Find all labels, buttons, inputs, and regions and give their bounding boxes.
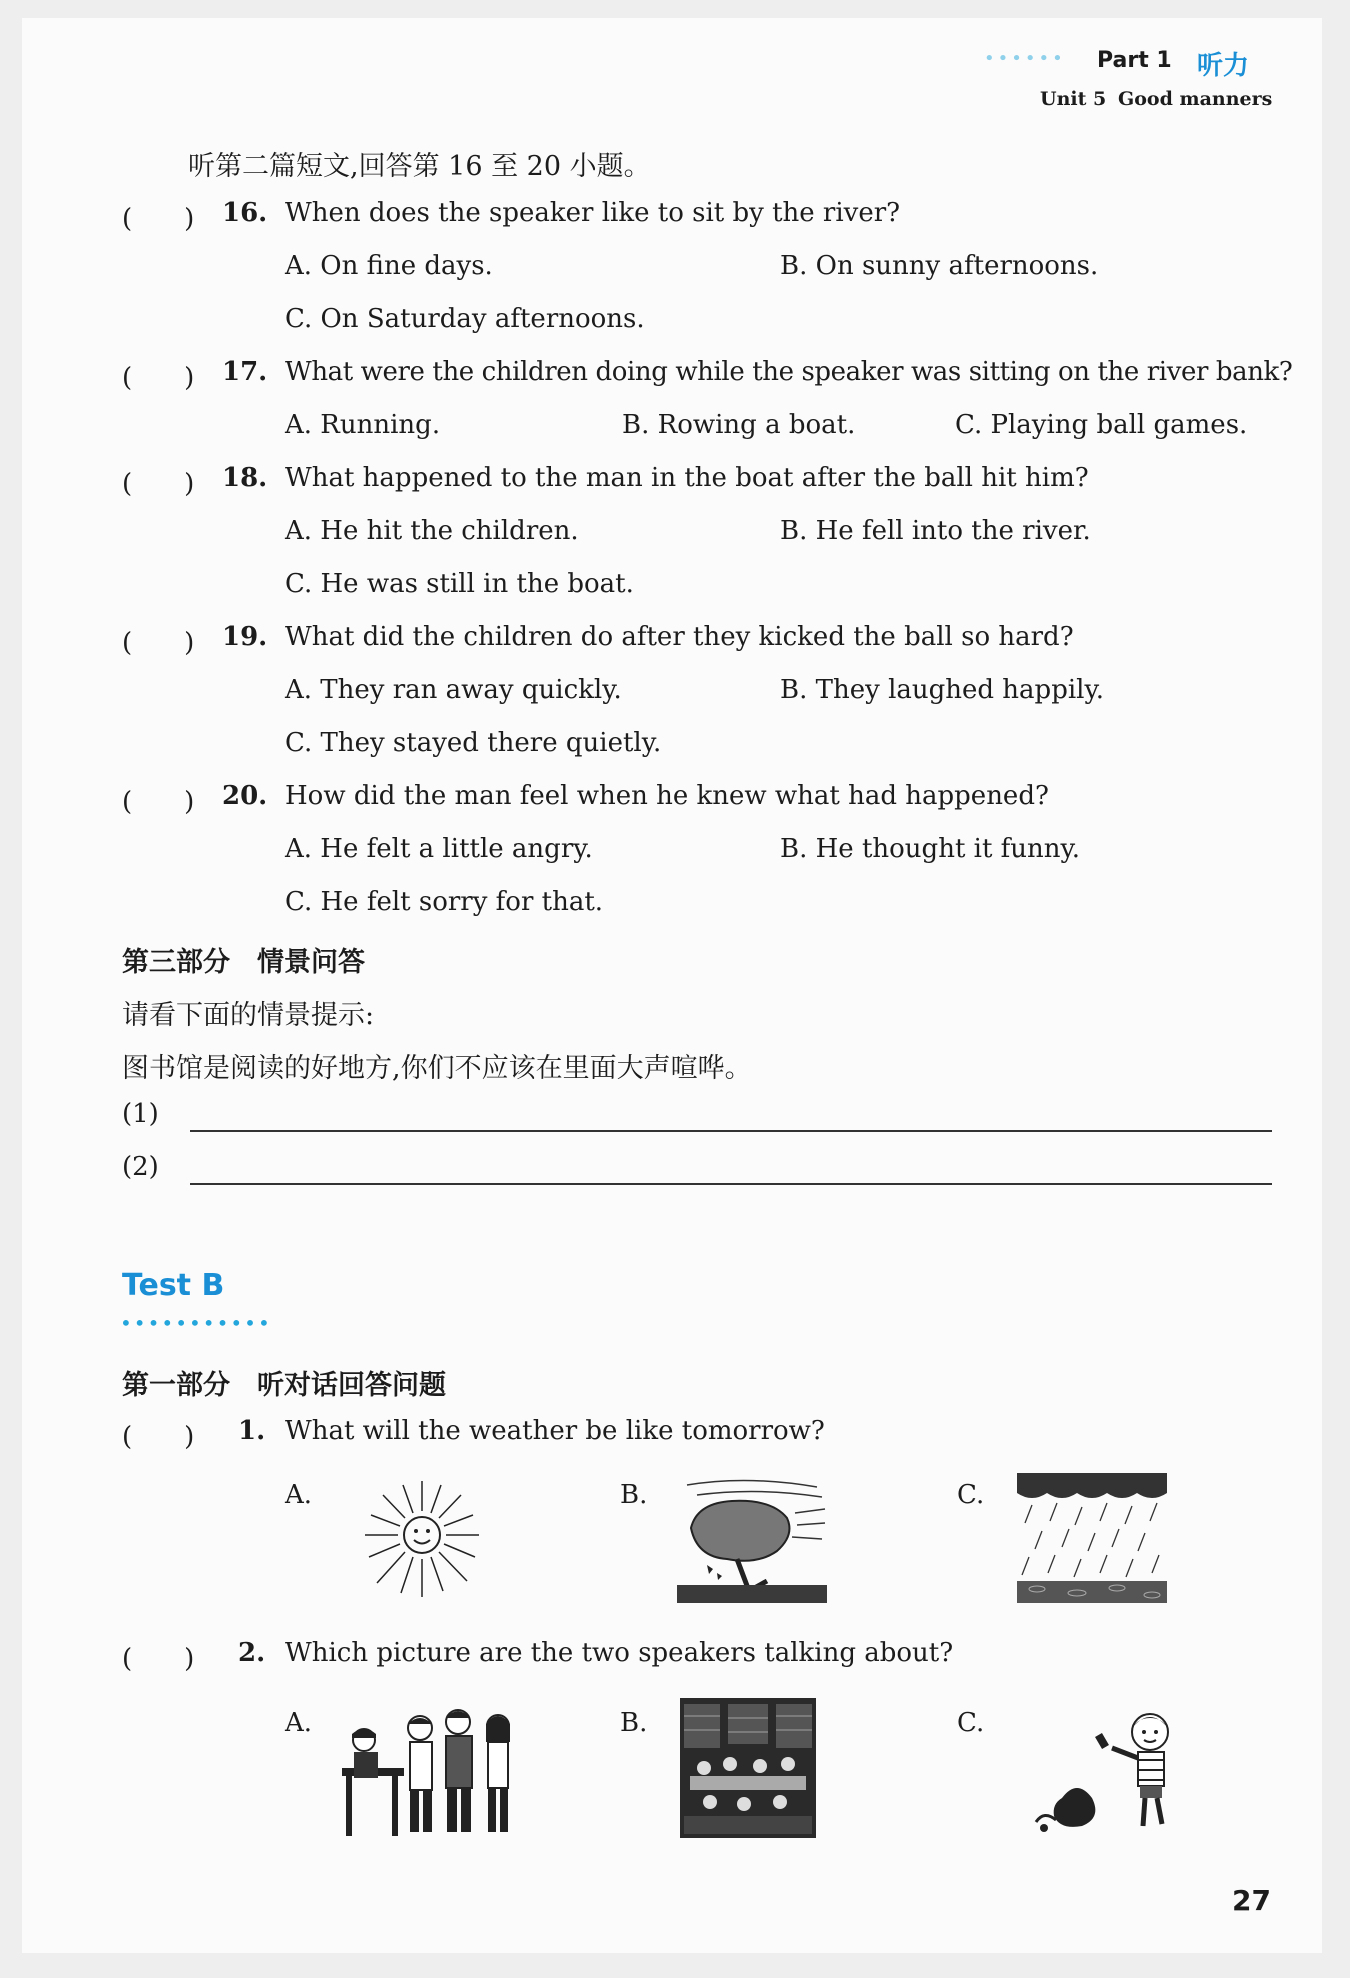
section-title-part3: 第三部分 情景问答 <box>122 947 365 978</box>
question-text: What were the children doing while the speaker was sitting on the river bank? <box>285 357 1293 387</box>
windy-tree-icon[interactable] <box>677 1473 827 1603</box>
option-b[interactable]: B. He fell into the river. <box>780 516 1091 546</box>
question-number: 20. <box>222 781 268 811</box>
option-c[interactable]: C. They stayed there quietly. <box>285 728 662 758</box>
workbook-page <box>22 18 1322 1953</box>
answer-line-1[interactable] <box>190 1130 1272 1132</box>
header-part: Part 1 <box>1097 48 1172 73</box>
option-b[interactable]: B. They laughed happily. <box>780 675 1104 705</box>
page-number: 27 <box>1232 1884 1271 1917</box>
option-b[interactable]: B. <box>620 1480 648 1510</box>
boy-throwing-litter-icon[interactable] <box>1032 1698 1192 1838</box>
option-a[interactable]: A. <box>285 1708 313 1738</box>
question-text: What happened to the man in the boat after the ball hit him? <box>285 463 1089 493</box>
option-a[interactable]: A. He felt a little angry. <box>285 834 593 864</box>
library-reading-room-icon[interactable] <box>680 1698 816 1838</box>
answer-blank[interactable]: ( ) <box>122 469 195 499</box>
header-part-cn: 听力 <box>1197 51 1250 81</box>
prompt-label: 请看下面的情景提示: <box>122 1000 375 1031</box>
option-a[interactable]: A. Running. <box>285 410 441 440</box>
passage-intro: 听第二篇短文,回答第 16 至 20 小题。 <box>188 151 651 182</box>
question-text: How did the man feel when he knew what had happened? <box>285 781 1049 811</box>
option-c[interactable]: C. <box>957 1708 985 1738</box>
option-a[interactable]: A. On fine days. <box>285 251 493 281</box>
header-dots: •••••• <box>984 48 1066 69</box>
option-c[interactable]: C. <box>957 1480 985 1510</box>
question-number: 19. <box>222 622 268 652</box>
option-a[interactable]: A. They ran away quickly. <box>285 675 622 705</box>
answer-blank[interactable]: ( ) <box>122 628 195 658</box>
question-number: 17. <box>222 357 268 387</box>
option-a[interactable]: A. He hit the children. <box>285 516 579 546</box>
option-c[interactable]: C. On Saturday afternoons. <box>285 304 645 334</box>
test-b-title: Test B <box>122 1268 225 1303</box>
question-number: 18. <box>222 463 268 493</box>
question-text: What will the weather be like tomorrow? <box>285 1416 825 1446</box>
question-text: When does the speaker like to sit by the river? <box>285 198 901 228</box>
question-text: Which picture are the two speakers talking about? <box>285 1638 954 1668</box>
option-a[interactable]: A. <box>285 1480 313 1510</box>
rain-icon[interactable] <box>1017 1473 1167 1603</box>
question-number: 1. <box>238 1416 266 1446</box>
option-b[interactable]: B. On sunny afternoons. <box>780 251 1099 281</box>
question-number: 2. <box>238 1638 266 1668</box>
option-b[interactable]: B. Rowing a boat. <box>622 410 856 440</box>
answer-blank[interactable]: ( ) <box>122 1422 195 1452</box>
answer-label-1: (1) <box>122 1099 159 1129</box>
header-unit-title: Good manners <box>1118 88 1273 110</box>
answer-blank[interactable]: ( ) <box>122 204 195 234</box>
answer-blank[interactable]: ( ) <box>122 1644 195 1674</box>
section-title-part1: 第一部分 听对话回答问题 <box>122 1370 446 1401</box>
option-c[interactable]: C. He felt sorry for that. <box>285 887 604 917</box>
option-b[interactable]: B. He thought it funny. <box>780 834 1081 864</box>
answer-blank[interactable]: ( ) <box>122 363 195 393</box>
option-c[interactable]: C. He was still in the boat. <box>285 569 634 599</box>
header-unit: Unit 5 <box>1040 88 1107 110</box>
sun-icon[interactable] <box>357 1473 487 1603</box>
test-b-dots: ••••••••••• <box>120 1311 272 1335</box>
group-of-students-icon[interactable] <box>340 1698 530 1838</box>
question-number: 16. <box>222 198 268 228</box>
option-c[interactable]: C. Playing ball games. <box>955 410 1248 440</box>
answer-label-2: (2) <box>122 1152 159 1182</box>
answer-line-2[interactable] <box>190 1183 1272 1185</box>
question-text: What did the children do after they kicked the ball so hard? <box>285 622 1074 652</box>
answer-blank[interactable]: ( ) <box>122 787 195 817</box>
prompt-text: 图书馆是阅读的好地方,你们不应该在里面大声喧哗。 <box>122 1053 752 1084</box>
option-b[interactable]: B. <box>620 1708 648 1738</box>
